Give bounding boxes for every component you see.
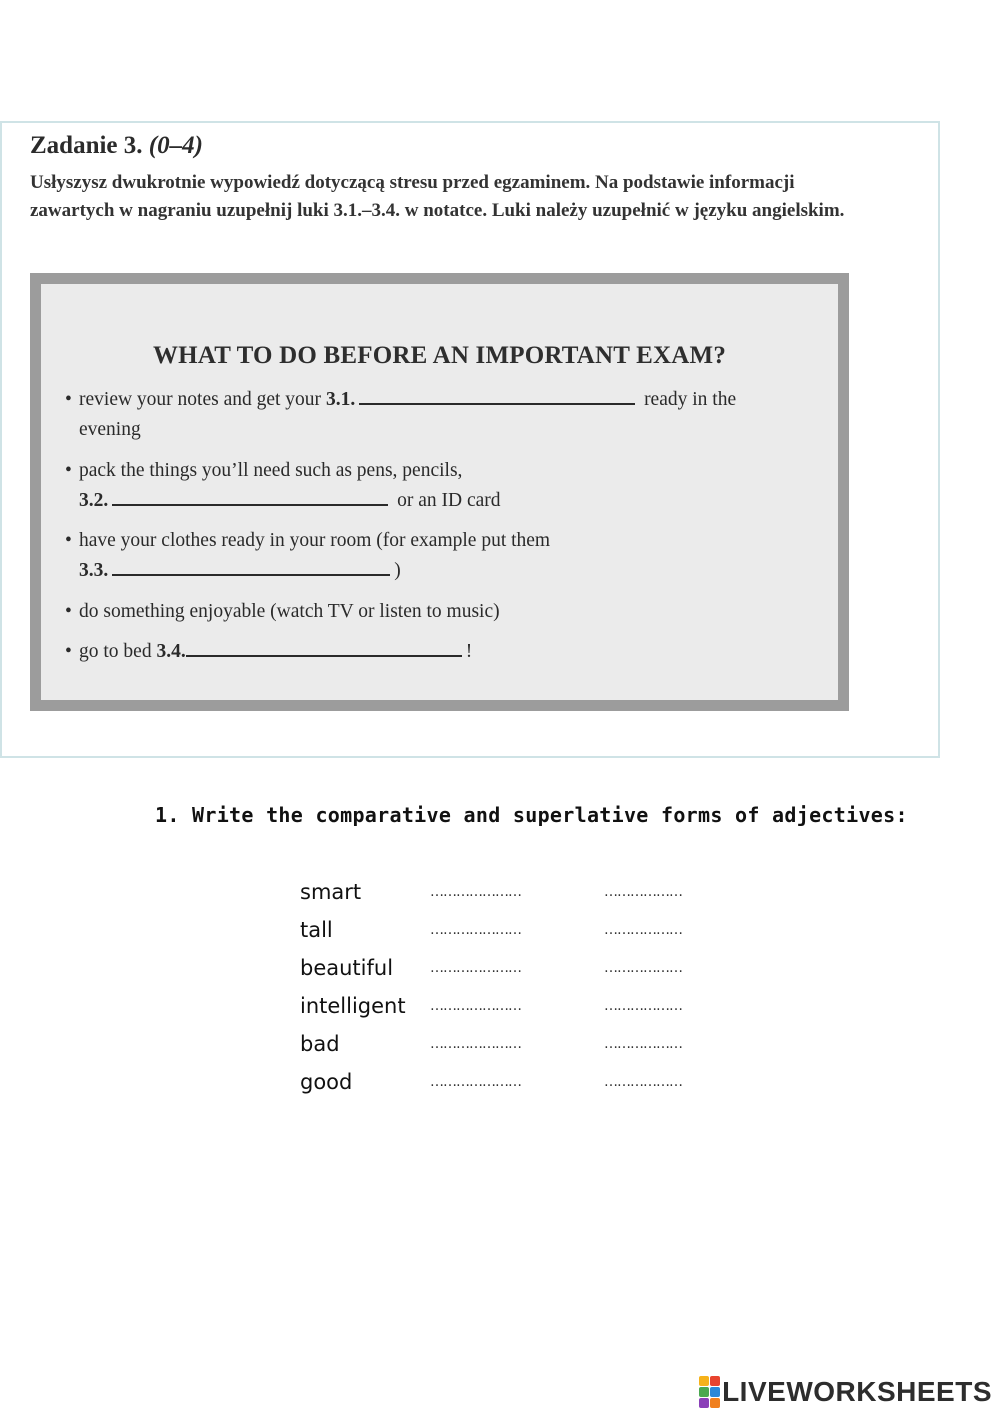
adjective-word: intelligent: [300, 994, 406, 1018]
superlative-blank[interactable]: ………………: [604, 1036, 682, 1052]
task-title: [30, 132, 203, 160]
gap-3-1-blank[interactable]: [359, 385, 635, 405]
bullet-icon: •: [65, 641, 72, 662]
note-item: [65, 637, 805, 667]
adjective-word: good: [300, 1070, 353, 1094]
note-item: [65, 456, 805, 516]
logo-square: [710, 1398, 720, 1408]
comparative-blank[interactable]: …………………: [430, 1036, 521, 1052]
adjective-row: [300, 1032, 720, 1066]
logo-mark-icon: [699, 1376, 720, 1408]
adjective-row: [300, 880, 720, 914]
gap-number: 3.4.: [156, 641, 186, 662]
note-item: [65, 526, 805, 586]
note-item: [65, 385, 805, 445]
note-item: [65, 597, 805, 627]
adjective-row: [300, 918, 720, 952]
gap-3-2-blank[interactable]: [112, 486, 388, 506]
gap-number: 3.3.: [79, 560, 109, 581]
adjective-word: bad: [300, 1032, 340, 1056]
liveworksheets-logo[interactable]: [699, 1377, 992, 1407]
superlative-blank[interactable]: ………………: [604, 1074, 682, 1090]
superlative-blank[interactable]: ………………: [604, 884, 682, 900]
adjective-word: smart: [300, 880, 362, 904]
note-item-text: do something enjoyable (watch TV or listen to music): [79, 601, 500, 622]
superlative-blank[interactable]: ………………: [604, 922, 682, 938]
task-instruction: Usłyszysz dwukrotnie wypowiedź dotyczącą stresu przed egzaminem. Na podstawie informacji zawartych w nagraniu uzupełnij luki 3.1.–3.4. w notatce. Luki należy uzupełnić w języku angielskim.: [30, 172, 845, 221]
logo-square: [699, 1387, 709, 1397]
note-item-text: ): [394, 560, 401, 581]
comparative-blank[interactable]: …………………: [430, 884, 521, 900]
note-item-continuation: evening: [79, 419, 141, 440]
logo-square: [699, 1376, 709, 1386]
exercise-heading: [155, 803, 908, 827]
comparative-blank[interactable]: …………………: [430, 922, 521, 938]
note-item-text: have your clothes ready in your room (for example put them: [79, 530, 551, 551]
logo-square: [699, 1398, 709, 1408]
logo-square: [710, 1387, 720, 1397]
adjective-row: [300, 956, 720, 990]
gap-number: 3.2.: [79, 490, 109, 511]
note-heading: WHAT TO DO BEFORE AN IMPORTANT EXAM?: [152, 342, 727, 369]
logo-square: [710, 1376, 720, 1386]
gap-3-4-blank[interactable]: [186, 637, 462, 657]
bullet-icon: •: [65, 530, 72, 551]
note-item-text: go to bed: [79, 641, 152, 662]
adjective-word: beautiful: [300, 956, 394, 980]
comparative-blank[interactable]: …………………: [430, 960, 521, 976]
note-item-text: review your notes and get your: [79, 389, 322, 410]
note-item-text: pack the things you’ll need such as pens, pencils,: [79, 460, 463, 481]
note-box: [30, 273, 849, 711]
note-item-text: !: [465, 641, 473, 662]
logo-text: LIVEWORKSHEETS: [722, 1376, 992, 1407]
superlative-blank[interactable]: ………………: [604, 960, 682, 976]
exercise-number: 1.: [155, 803, 180, 827]
adjective-word: tall: [300, 918, 333, 942]
task-score: (0–4): [148, 132, 203, 159]
comparative-blank[interactable]: …………………: [430, 998, 521, 1014]
gap-number: 3.1.: [325, 389, 356, 410]
note-item-text: or an ID card: [397, 490, 501, 511]
task-title-prefix: Zadanie 3.: [30, 132, 143, 159]
gap-3-3-blank[interactable]: [112, 556, 390, 576]
adjective-row: [300, 1070, 720, 1104]
bullet-icon: •: [65, 601, 72, 622]
superlative-blank[interactable]: ………………: [604, 998, 682, 1014]
adjective-row: [300, 994, 720, 1028]
bullet-icon: •: [65, 460, 72, 481]
note-item-text: ready in the: [644, 389, 737, 410]
comparative-blank[interactable]: …………………: [430, 1074, 521, 1090]
exercise-heading-text: Write the comparative and superlative forms of adjectives:: [192, 803, 908, 827]
bullet-icon: •: [65, 389, 72, 410]
